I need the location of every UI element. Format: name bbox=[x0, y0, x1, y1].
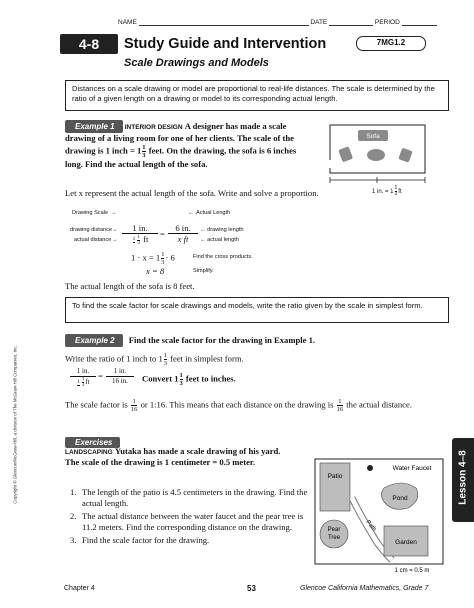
pear-tree-label-1: Pear bbox=[327, 527, 341, 533]
pond-label: Pond bbox=[392, 495, 408, 502]
example2-step1: Write the ratio of 1 inch to 1 $\frac{1}{3}$ feet in simplest form. bbox=[65, 352, 244, 367]
period-label: PERIOD bbox=[374, 19, 400, 26]
exercise-list bbox=[70, 487, 310, 546]
example1-label: Example 1 bbox=[65, 120, 123, 133]
page-title: Study Guide and Intervention bbox=[124, 36, 327, 52]
pear-tree-label-2: Tree bbox=[327, 535, 341, 541]
name-label: NAME bbox=[118, 19, 137, 26]
faucet-label: Water Faucet bbox=[392, 465, 432, 472]
example1-answer: The actual length of the sofa is 8 feet. bbox=[65, 281, 195, 291]
drawing-scale-label: Drawing Scale bbox=[72, 210, 109, 216]
chair-right bbox=[398, 148, 412, 163]
example2-problem: Example 2 Find the scale factor for the drawing in Example 1. bbox=[65, 334, 445, 347]
convert-step: Convert 1 $\frac{1}{3}$ feet to inches. bbox=[142, 372, 236, 387]
exercise-item: 3. Find the scale factor for the drawing. bbox=[70, 535, 210, 545]
faucet-marker bbox=[367, 465, 373, 471]
cross-product-note: Find the cross products. bbox=[193, 254, 253, 260]
example2-label: Example 2 bbox=[65, 334, 123, 347]
footer-book-title: Glencoe California Mathematics, Grade 7 bbox=[300, 585, 429, 592]
ratio-right: 1 in. 16 in. bbox=[106, 367, 134, 386]
actual-length-note: ← actual length bbox=[200, 237, 239, 243]
proportion-right: 6 in. x ft bbox=[168, 223, 198, 244]
map-scale-label: 1 cm = 0.5 m bbox=[394, 568, 430, 574]
simplify-step: x = 8 bbox=[146, 266, 165, 276]
ratio-equals: = bbox=[98, 371, 103, 381]
arrow-right-1: → bbox=[112, 227, 118, 233]
proportion-left: 1 in. 1 $\frac{1}{3}$ ft bbox=[122, 223, 158, 246]
name-field[interactable] bbox=[139, 17, 309, 26]
simplify-note: Simplify. bbox=[193, 268, 214, 274]
page-subtitle: Scale Drawings and Models bbox=[124, 57, 269, 69]
footer-page-number: 53 bbox=[247, 584, 256, 593]
lesson-side-tab: Lesson 4–8 bbox=[452, 438, 474, 522]
footer-chapter: Chapter 4 bbox=[64, 585, 95, 592]
example1-problem: Example 1 INTERIOR DESIGN A designer has made a scale drawing of a living room for one of her clients. The scale of the drawing is 1 inch = 1 $\frac{1}{3}$ feet. On the drawing, the sofa is 6 inches long. Find the actual length of the sofa. bbox=[65, 121, 297, 169]
proportion-equals: = bbox=[160, 229, 165, 239]
diagram-scale-label: 1 in. = 1 $\frac{1}{3}$ ft bbox=[372, 185, 402, 197]
patio-label: Patio bbox=[327, 473, 343, 480]
exercise-item: 1. The length of the patio is 4.5 centimeters in the drawing. Find the actual length. bbox=[70, 487, 308, 508]
garden-label: Garden bbox=[395, 539, 417, 546]
cross-product-step: 1 · x = 1 $\frac{1}{3}$ · 6 bbox=[131, 251, 175, 266]
yard-map bbox=[314, 458, 444, 574]
exercises-label: Exercises bbox=[65, 437, 120, 448]
standard-badge: 7MG1.2 bbox=[356, 36, 426, 51]
exercise-item: 2. The actual distance between the water faucet and the pear tree is 11.2 meters. Find the corresponding distance on the drawing. bbox=[70, 511, 304, 532]
patio-shape bbox=[320, 463, 350, 511]
actual-distance-label: actual distance bbox=[74, 237, 112, 243]
date-label: DATE bbox=[310, 19, 328, 26]
intro-box: Distances on a scale drawing or model are proportional to real-life distances. The scale is determined by the ratio of a given length on a drawing or model to its corresponding actual length. bbox=[65, 80, 449, 111]
chair-left bbox=[338, 146, 353, 162]
scale-factor-box: To find the scale factor for scale drawings and models, write the ratio given by the scale in simplest form. bbox=[65, 297, 449, 323]
table-shape bbox=[367, 149, 385, 161]
example2-result: The scale factor is $\frac{1}{16}$ or 1:16. This means that each distance on the drawing is $\frac{1}{16}$ the actual distance. bbox=[65, 398, 412, 413]
path-label: Path bbox=[364, 519, 377, 533]
title-bar bbox=[60, 34, 450, 54]
arrow-drawing-scale: → bbox=[111, 210, 117, 216]
copyright-notice: Copyright © Glencoe/McGraw-Hill, a division of The McGraw-Hill Companies, Inc. bbox=[12, 345, 18, 504]
arrow-right-2: → bbox=[112, 237, 118, 243]
lesson-number-badge: 4-8 bbox=[60, 34, 118, 54]
exercises-intro: LANDSCAPING Yutaka has made a scale drawing of his yard. The scale of the drawing is 1 centimeter = 0.5 meter. bbox=[65, 446, 281, 467]
name-date-period-header bbox=[118, 17, 448, 26]
pear-tree-shape bbox=[320, 520, 348, 548]
drawing-length-note: ← drawing length bbox=[200, 227, 244, 233]
living-room-diagram bbox=[320, 122, 442, 192]
date-field[interactable] bbox=[329, 17, 373, 26]
sofa-label: Sofa bbox=[366, 133, 380, 140]
example1-setup: Let x represent the actual length of the sofa. Write and solve a proportion. bbox=[65, 188, 319, 198]
ratio-left: 1 in. 1 $\frac{1}{3}$ ft bbox=[70, 367, 96, 388]
drawing-distance-label: drawing distance bbox=[70, 227, 112, 233]
arrow-actual-length: ← bbox=[188, 210, 194, 216]
period-field[interactable] bbox=[402, 17, 437, 26]
actual-length-label: Actual Length bbox=[196, 210, 231, 216]
